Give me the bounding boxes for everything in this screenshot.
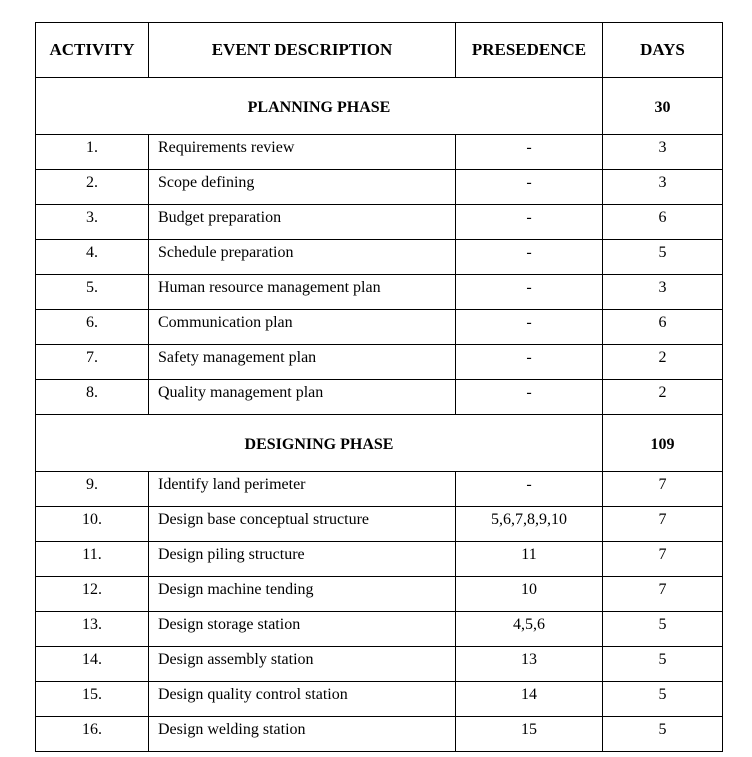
precedence-value: - xyxy=(526,244,532,261)
event-description: Budget preparation xyxy=(158,209,282,226)
table-row xyxy=(36,472,723,507)
event-description: Design welding station xyxy=(158,721,306,738)
precedence-value-cell xyxy=(456,310,603,345)
days-value: 6 xyxy=(658,314,667,331)
days-value: 5 xyxy=(658,721,667,738)
activity-number-cell xyxy=(36,135,149,170)
header-row xyxy=(36,23,723,78)
phase-total-days: 30 xyxy=(603,78,723,135)
precedence-value-cell xyxy=(456,717,603,752)
precedence-value: - xyxy=(526,174,532,191)
event-description-cell xyxy=(149,240,456,275)
precedence-value: 4,5,6 xyxy=(513,616,545,633)
precedence-value: 5,6,7,8,9,10 xyxy=(491,511,567,528)
phase-row xyxy=(36,78,723,135)
table-row xyxy=(36,205,723,240)
days-value-cell xyxy=(603,170,723,205)
days-value-cell xyxy=(603,612,723,647)
event-description: Quality management plan xyxy=(158,384,324,401)
precedence-value-cell xyxy=(456,647,603,682)
phase-total-days: 109 xyxy=(603,415,723,472)
activity-number-cell xyxy=(36,682,149,717)
days-value-cell xyxy=(603,205,723,240)
table-row xyxy=(36,345,723,380)
event-description: Design storage station xyxy=(158,616,301,633)
precedence-value: - xyxy=(526,139,532,156)
precedence-value: - xyxy=(526,279,532,296)
event-description: Schedule preparation xyxy=(158,244,294,261)
event-description-cell xyxy=(149,275,456,310)
precedence-value: 13 xyxy=(521,651,537,668)
days-value: 5 xyxy=(658,686,667,703)
event-description-cell xyxy=(149,310,456,345)
event-description-cell xyxy=(149,717,456,752)
event-description-cell xyxy=(149,380,456,415)
event-description: Requirements review xyxy=(158,139,295,156)
table-row xyxy=(36,577,723,612)
activity-number: 2. xyxy=(86,174,98,191)
table-row xyxy=(36,135,723,170)
activity-number: 9. xyxy=(86,476,98,493)
days-value: 6 xyxy=(658,209,667,226)
phase-row xyxy=(36,415,723,472)
table-row xyxy=(36,612,723,647)
activity-number: 15. xyxy=(82,686,102,703)
event-description-cell xyxy=(149,682,456,717)
activity-number: 12. xyxy=(82,581,102,598)
days-value: 7 xyxy=(658,511,667,528)
table-row xyxy=(36,380,723,415)
activity-number-cell xyxy=(36,472,149,507)
days-value: 5 xyxy=(658,244,667,261)
days-value-cell xyxy=(603,542,723,577)
activity-number: 16. xyxy=(82,721,102,738)
activity-number-cell xyxy=(36,310,149,345)
days-value-cell xyxy=(603,240,723,275)
event-description: Design quality control station xyxy=(158,686,348,703)
schedule-table-container xyxy=(35,22,723,752)
table-row xyxy=(36,275,723,310)
precedence-value-cell xyxy=(456,205,603,240)
activity-number: 1. xyxy=(86,139,98,156)
precedence-value-cell xyxy=(456,542,603,577)
activity-number-cell xyxy=(36,647,149,682)
event-description: Design base conceptual structure xyxy=(158,511,370,528)
activity-number: 7. xyxy=(86,349,98,366)
precedence-value: 15 xyxy=(521,721,537,738)
days-value: 3 xyxy=(658,174,667,191)
precedence-value-cell xyxy=(456,380,603,415)
days-value-cell xyxy=(603,310,723,345)
table-row xyxy=(36,240,723,275)
event-description: Human resource management plan xyxy=(158,279,381,296)
precedence-value-cell xyxy=(456,507,603,542)
table-row xyxy=(36,170,723,205)
activity-number: 4. xyxy=(86,244,98,261)
activity-number: 10. xyxy=(82,511,102,528)
precedence-value: 11 xyxy=(521,546,537,563)
days-value-cell xyxy=(603,135,723,170)
days-value: 3 xyxy=(658,139,667,156)
event-description: Safety management plan xyxy=(158,349,317,366)
table-row xyxy=(36,647,723,682)
activity-number-cell xyxy=(36,717,149,752)
precedence-value-cell xyxy=(456,472,603,507)
precedence-value: - xyxy=(526,314,532,331)
precedence-value-cell xyxy=(456,170,603,205)
event-description-cell xyxy=(149,542,456,577)
precedence-value-cell xyxy=(456,240,603,275)
precedence-value: - xyxy=(526,476,532,493)
precedence-value-cell xyxy=(456,577,603,612)
days-value: 3 xyxy=(658,279,667,296)
header-days: DAYS xyxy=(603,23,723,78)
phase-title: DESIGNING PHASE xyxy=(36,415,603,472)
days-value-cell xyxy=(603,647,723,682)
activity-number-cell xyxy=(36,275,149,310)
days-value-cell xyxy=(603,275,723,310)
table-row xyxy=(36,507,723,542)
activity-number-cell xyxy=(36,380,149,415)
days-value: 2 xyxy=(658,384,667,401)
header-precedence: PRESEDENCE xyxy=(456,23,603,78)
event-description-cell xyxy=(149,345,456,380)
precedence-value: - xyxy=(526,349,532,366)
days-value-cell xyxy=(603,682,723,717)
precedence-value-cell xyxy=(456,345,603,380)
event-description-cell xyxy=(149,612,456,647)
activity-number-cell xyxy=(36,205,149,240)
activity-number: 14. xyxy=(82,651,102,668)
days-value-cell xyxy=(603,577,723,612)
days-value: 5 xyxy=(658,616,667,633)
days-value: 2 xyxy=(658,349,667,366)
event-description: Design piling structure xyxy=(158,546,305,563)
days-value: 7 xyxy=(658,546,667,563)
event-description: Design machine tending xyxy=(158,581,314,598)
table-row xyxy=(36,542,723,577)
activity-number-cell xyxy=(36,240,149,275)
event-description-cell xyxy=(149,647,456,682)
activity-number: 5. xyxy=(86,279,98,296)
precedence-value: - xyxy=(526,209,532,226)
precedence-value-cell xyxy=(456,135,603,170)
event-description: Design assembly station xyxy=(158,651,314,668)
event-description-cell xyxy=(149,577,456,612)
header-event-description: EVENT DESCRIPTION xyxy=(149,23,456,78)
phase-title: PLANNING PHASE xyxy=(36,78,603,135)
days-value-cell xyxy=(603,472,723,507)
header-activity: ACTIVITY xyxy=(36,23,149,78)
days-value: 5 xyxy=(658,651,667,668)
activity-number: 3. xyxy=(86,209,98,226)
days-value-cell xyxy=(603,717,723,752)
precedence-value-cell xyxy=(456,275,603,310)
event-description-cell xyxy=(149,472,456,507)
activity-number: 13. xyxy=(82,616,102,633)
event-description-cell xyxy=(149,135,456,170)
precedence-value: 14 xyxy=(521,686,537,703)
days-value: 7 xyxy=(658,581,667,598)
precedence-value-cell xyxy=(456,612,603,647)
event-description-cell xyxy=(149,507,456,542)
activity-number-cell xyxy=(36,170,149,205)
table-row xyxy=(36,310,723,345)
days-value-cell xyxy=(603,345,723,380)
activity-number: 11. xyxy=(82,546,102,563)
days-value-cell xyxy=(603,380,723,415)
activity-number-cell xyxy=(36,577,149,612)
activity-number: 8. xyxy=(86,384,98,401)
event-description-cell xyxy=(149,170,456,205)
event-description: Communication plan xyxy=(158,314,293,331)
precedence-value: - xyxy=(526,384,532,401)
activity-number-cell xyxy=(36,345,149,380)
event-description-cell xyxy=(149,205,456,240)
precedence-value-cell xyxy=(456,682,603,717)
table-row xyxy=(36,682,723,717)
table-body xyxy=(36,78,723,752)
activity-number-cell xyxy=(36,507,149,542)
table-row xyxy=(36,717,723,752)
activity-number-cell xyxy=(36,542,149,577)
event-description: Scope defining xyxy=(158,174,255,191)
days-value-cell xyxy=(603,507,723,542)
activity-number-cell xyxy=(36,612,149,647)
days-value: 7 xyxy=(658,476,667,493)
precedence-value: 10 xyxy=(521,581,537,598)
activity-number: 6. xyxy=(86,314,98,331)
event-description: Identify land perimeter xyxy=(158,476,306,493)
activity-schedule-table xyxy=(35,22,723,752)
